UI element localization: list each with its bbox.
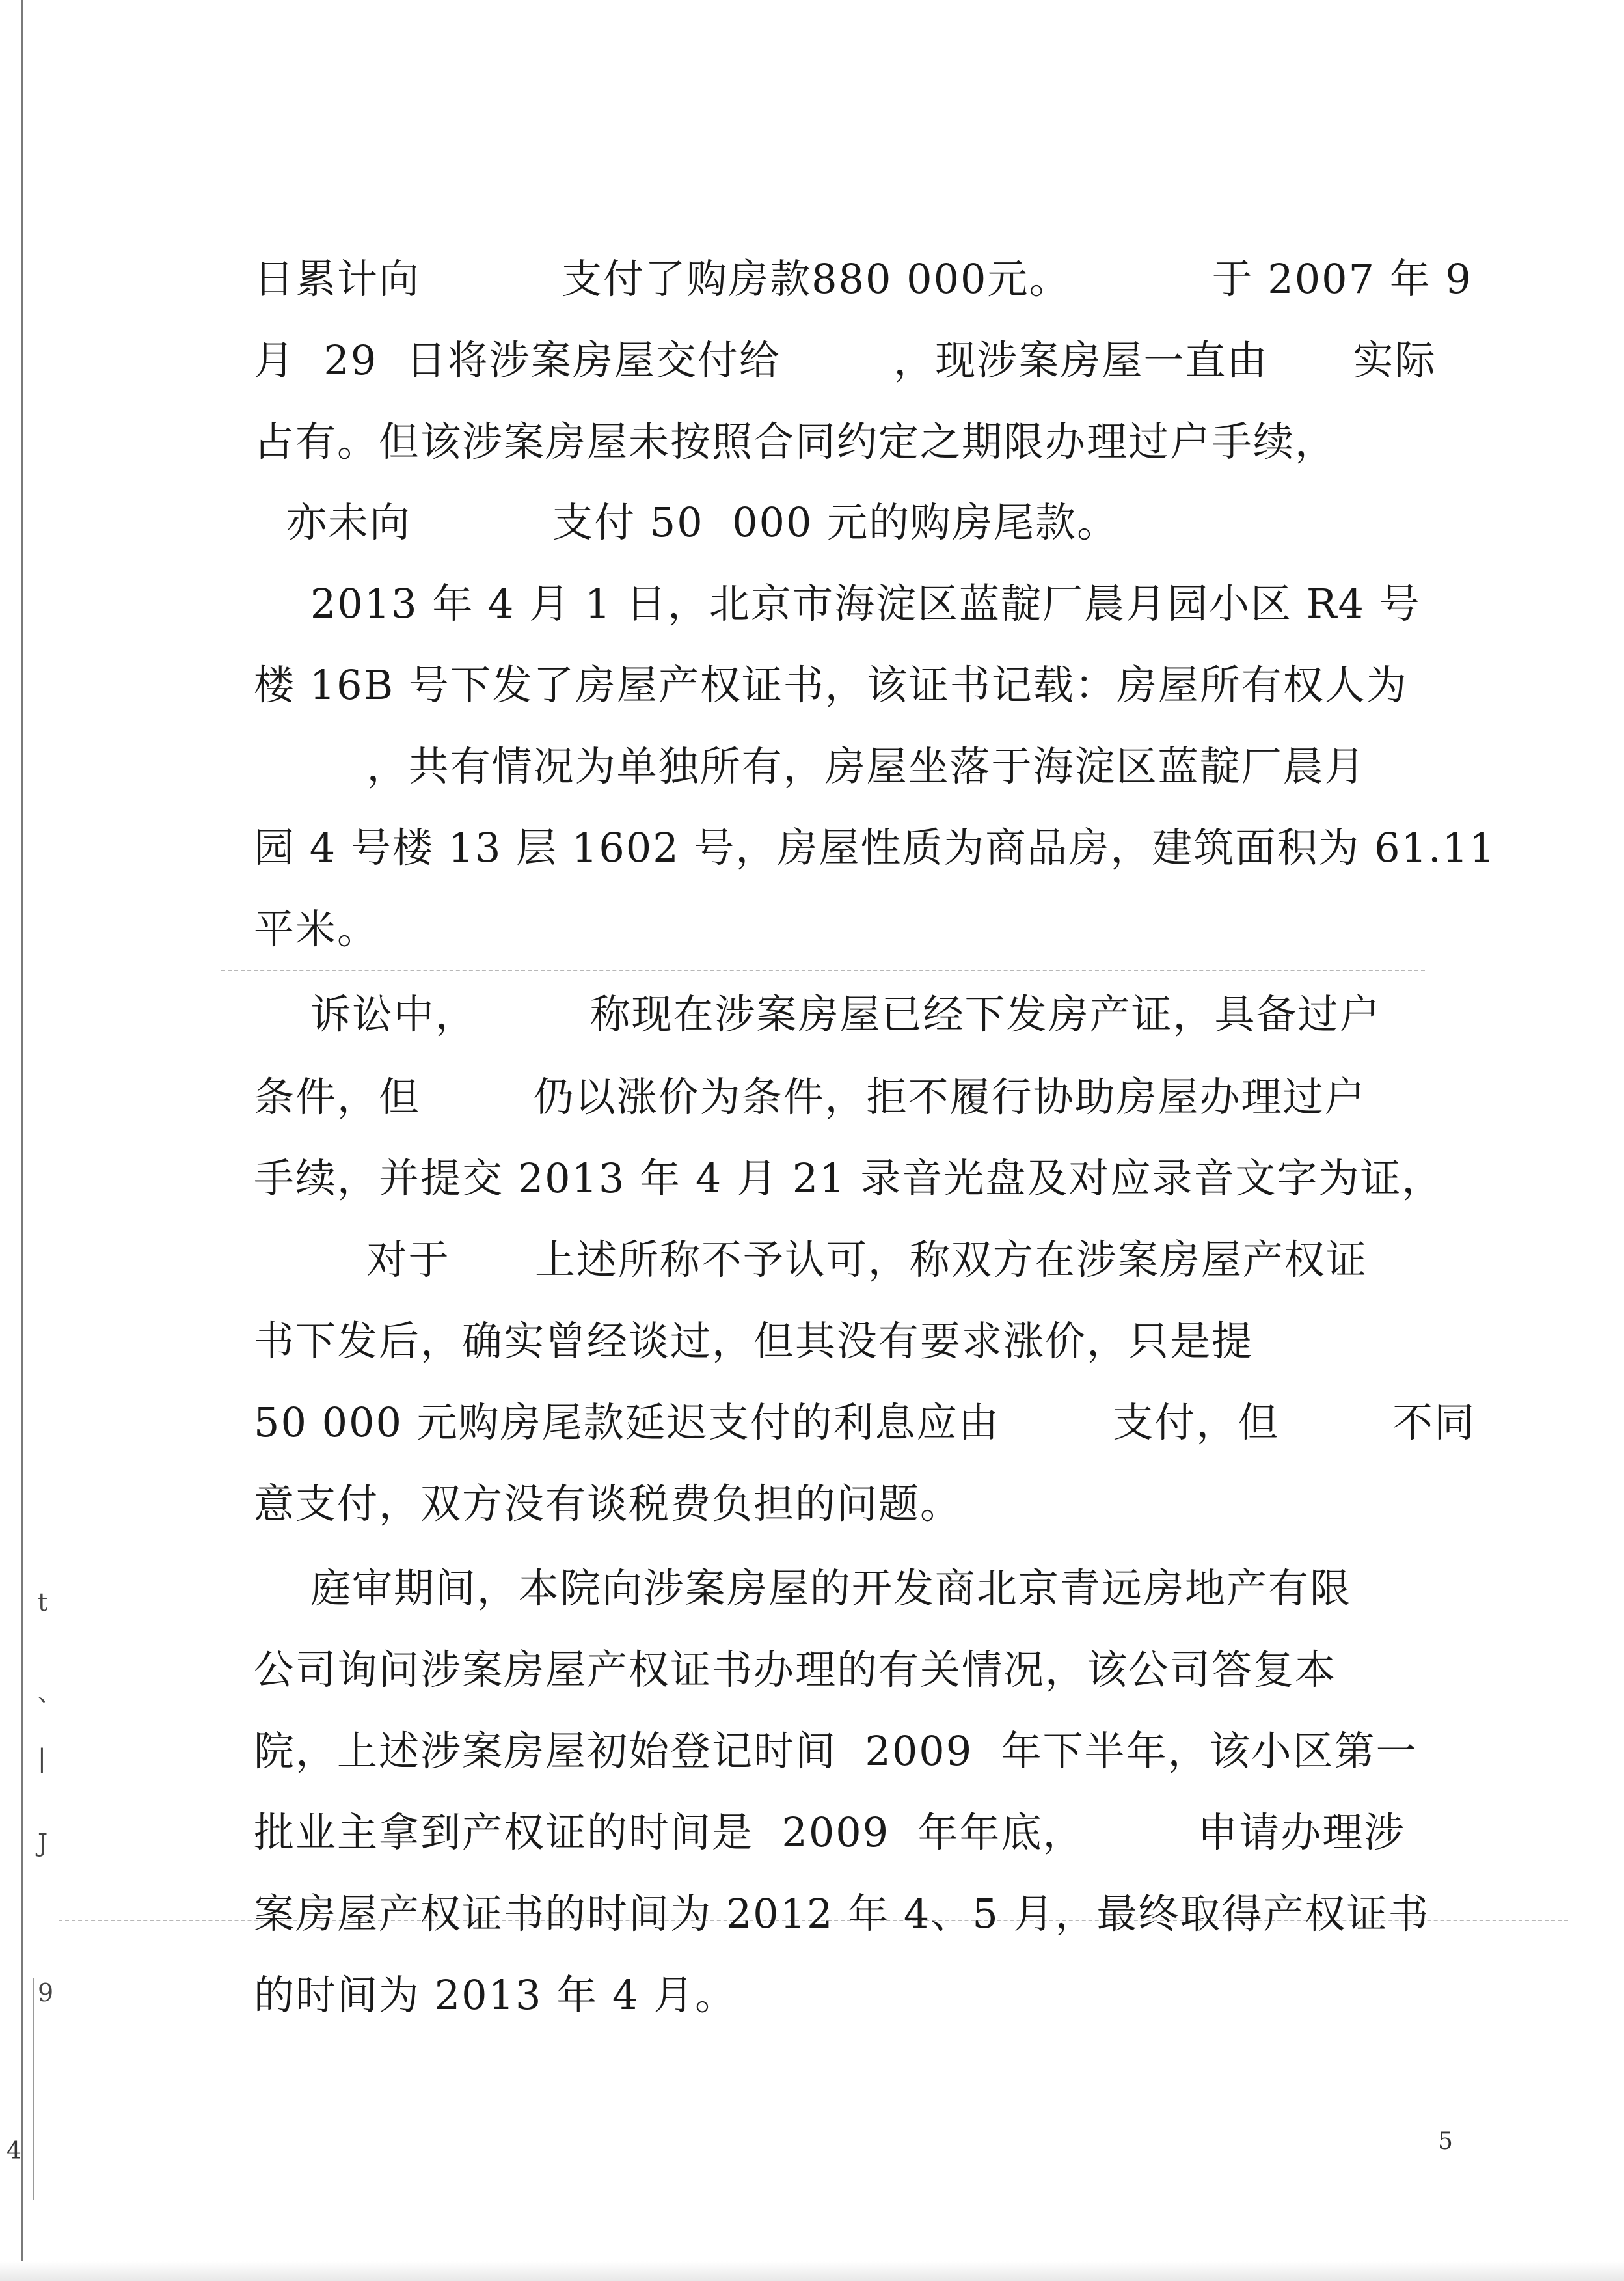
page-number-left: 4: [7, 2138, 21, 2165]
text-line: 书下发后，确实曾经谈过，但其没有要求涨价，只是提: [254, 1317, 1254, 1365]
page-number: 5: [1438, 2128, 1453, 2155]
text-line: 公司询问涉案房屋产权证书办理的有关情况，该公司答复本: [254, 1646, 1337, 1693]
text-line: 亦未向 支付 50 000 元的购房尾款。: [286, 499, 1119, 546]
text-line: 园 4 号楼 13 层 1602 号，房屋性质为商品房，建筑面积为 61.11: [254, 824, 1496, 871]
text-line: 诉讼中， 称现在涉案房屋已经下发房产证，具备过户: [254, 990, 1381, 1038]
margin-mark: 9: [38, 1978, 54, 2007]
margin-mark: t: [38, 1588, 48, 1617]
scan-artifact-rule: [221, 970, 1425, 971]
margin-mark: J: [38, 1829, 48, 1857]
text-line: 意支付，双方没有谈税费负担的问题。: [254, 1480, 962, 1527]
text-line: 月 29 日将涉案房屋交付给 ，现涉案房屋一直由 实际: [254, 336, 1437, 384]
scan-bottom-edge: [0, 2261, 1624, 2281]
text-line: 的时间为 2013 年 4 月。: [254, 1971, 737, 2019]
text-line: 庭审期间，本院向涉案房屋的开发商北京青远房地产有限: [254, 1564, 1351, 1612]
text-line: 平米。: [254, 905, 379, 953]
text-line: 院，上述涉案房屋初始登记时间 2009 年下半年，该小区第一: [254, 1727, 1418, 1775]
text-line: 对于 上述所称不予认可，称双方在涉案房屋产权证: [254, 1236, 1368, 1283]
text-line: 楼 16B 号下发了房屋产权证书，该证书记载：房屋所有权人为: [254, 661, 1408, 709]
margin-mark: |: [38, 1744, 46, 1773]
text-line: 案房屋产权证书的时间为 2012 年 4、5 月，最终取得产权证书: [254, 1890, 1430, 1937]
scan-left-border-secondary: [33, 1978, 34, 2200]
text-line: 日累计向 支付了购房款880 000元。 于 2007 年 9: [254, 255, 1472, 303]
text-line: 条件，但 仍以涨价为条件，拒不履行协助房屋办理过户: [254, 1073, 1366, 1121]
text-line: 2013 年 4 月 1 日，北京市海淀区蓝靛厂晨月园小区 R4 号: [254, 580, 1421, 627]
text-line: 手续，并提交 2013 年 4 月 21 录音光盘及对应录音文字为证，: [254, 1154, 1444, 1202]
text-line: ，共有情况为单独所有，房屋坐落于海淀区蓝靛厂晨月: [254, 743, 1366, 790]
text-line: 占有。但该涉案房屋未按照合同约定之期限办理过户手续，: [254, 418, 1337, 465]
text-line: 批业主拿到产权证的时间是 2009 年年底， 申请办理涉: [254, 1809, 1406, 1856]
scan-left-border: [21, 0, 23, 2281]
text-line: 50 000 元购房尾款延迟支付的利息应由 支付，但 不同: [254, 1399, 1476, 1446]
margin-mark: 、: [38, 1678, 63, 1707]
